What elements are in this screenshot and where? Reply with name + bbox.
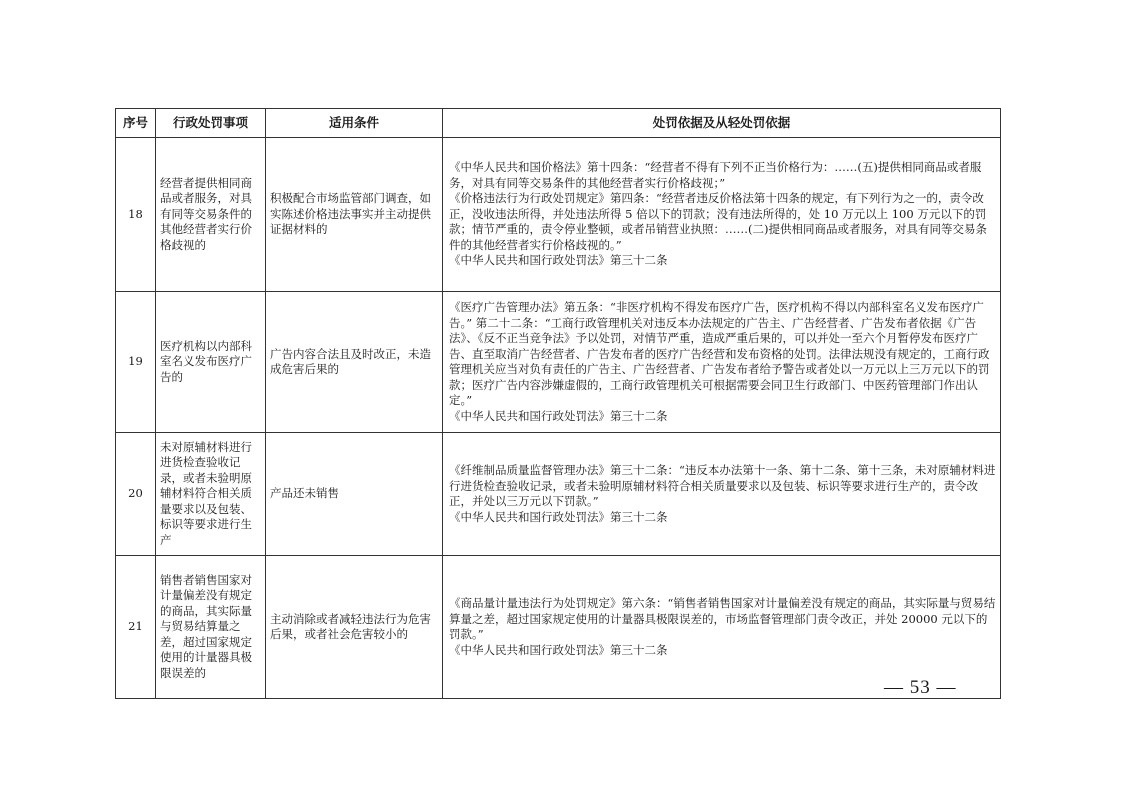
table-row [116,433,1001,556]
row-basis: 《纤维制品质量监督管理办法》第三十二条：“违反本办法第十一条、第十二条、第十三条，未对原辅材料进行进货检查验收记录，或者未验明原辅材料符合相关质量要求以及包装、标识等要求进行生产的，责令改正，并处以三万元以下罚款。” 《中华人民共和国行政处罚法》第三十二条 [443,433,1001,556]
row-item: 未对原辅材料进行进货检查验收记录，或者未验明原辅材料符合相关质量要求以及包装、标识等要求进行生产 [156,433,266,556]
table-row [116,292,1001,433]
header-item: 行政处罚事项 [156,109,266,138]
row-basis: 《商品量计量违法行为处罚规定》第六条：“销售者销售国家对计量偏差没有规定的商品，其实际量与贸易结算量之差，超过国家规定使用的计量器具极限误差的，市场监督管理部门责令改正，并处 20000 元以下的罚款。” 《中华人民共和国行政处罚法》第三十二条 [443,556,1001,699]
page-number: — 53 — [884,677,957,698]
row-item: 销售者销售国家对计量偏差没有规定的商品，其实际量与贸易结算量之差，超过国家规定使用的计量器具极限误差的 [156,556,266,699]
header-condition: 适用条件 [266,109,443,138]
row-condition: 产品还未销售 [266,433,443,556]
row-condition: 广告内容合法且及时改正，未造成危害后果的 [266,292,443,433]
row-basis: 《医疗广告管理办法》第五条：“非医疗机构不得发布医疗广告，医疗机构不得以内部科室名义发布医疗广告。” 第二十二条：“工商行政管理机关对违反本办法规定的广告主、广告经营者、广告发布者依据《广告法》、《反不正当竞争法》予以处罚，对情节严重，造成严重后果的，可以并处一至六个月暂停发布医疗广告、直至取消广告经营者、广告发布者的医疗广告经营和发布资格的处罚。法律法规没有规定的，工商行政管理机关应当对负有责任的广告主、广告经营者、广告发布者给予警告或者处以一万元以上三万元以下的罚款；医疗广告内容涉嫌虚假的，工商行政管理机关可根据需要会同卫生行政部门、中医药管理部门作出认定。” 《中华人民共和国行政处罚法》第三十二条 [443,292,1001,433]
row-item: 经营者提供相同商品或者服务，对具有同等交易条件的其他经营者实行价格歧视的 [156,138,266,292]
row-condition: 积极配合市场监管部门调查，如实陈述价格违法事实并主动提供证据材料的 [266,138,443,292]
row-item: 医疗机构以内部科室名义发布医疗广告的 [156,292,266,433]
row-no: 21 [116,556,156,699]
header-no: 序号 [116,109,156,138]
table-row [116,138,1001,292]
table-row [116,556,1001,699]
row-condition: 主动消除或者减轻违法行为危害后果，或者社会危害较小的 [266,556,443,699]
penalty-table [115,108,1001,699]
row-basis: 《中华人民共和国价格法》第十四条：“经营者不得有下列不正当价格行为：……(五)提供相同商品或者服务，对具有同等交易条件的其他经营者实行价格歧视；” 《价格违法行为行政处罚规定》第四条：“经营者违反价格法第十四条的规定，有下列行为之一的，责令改正，没收违法所得，并处违法所得 5 倍以下的罚款；没有违法所得的，处 10 万元以上 100 万元以下的罚款；情节严重的，责令停业整顿，或者吊销营业执照：……(二)提供相同商品或者服务，对具有同等交易条件的其他经营者实行价格歧视的。” 《中华人民共和国行政处罚法》第三十二条 [443,138,1001,292]
row-no: 18 [116,138,156,292]
row-no: 20 [116,433,156,556]
row-no: 19 [116,292,156,433]
header-basis: 处罚依据及从轻处罚依据 [443,109,1001,138]
table-header-row [116,109,1001,138]
